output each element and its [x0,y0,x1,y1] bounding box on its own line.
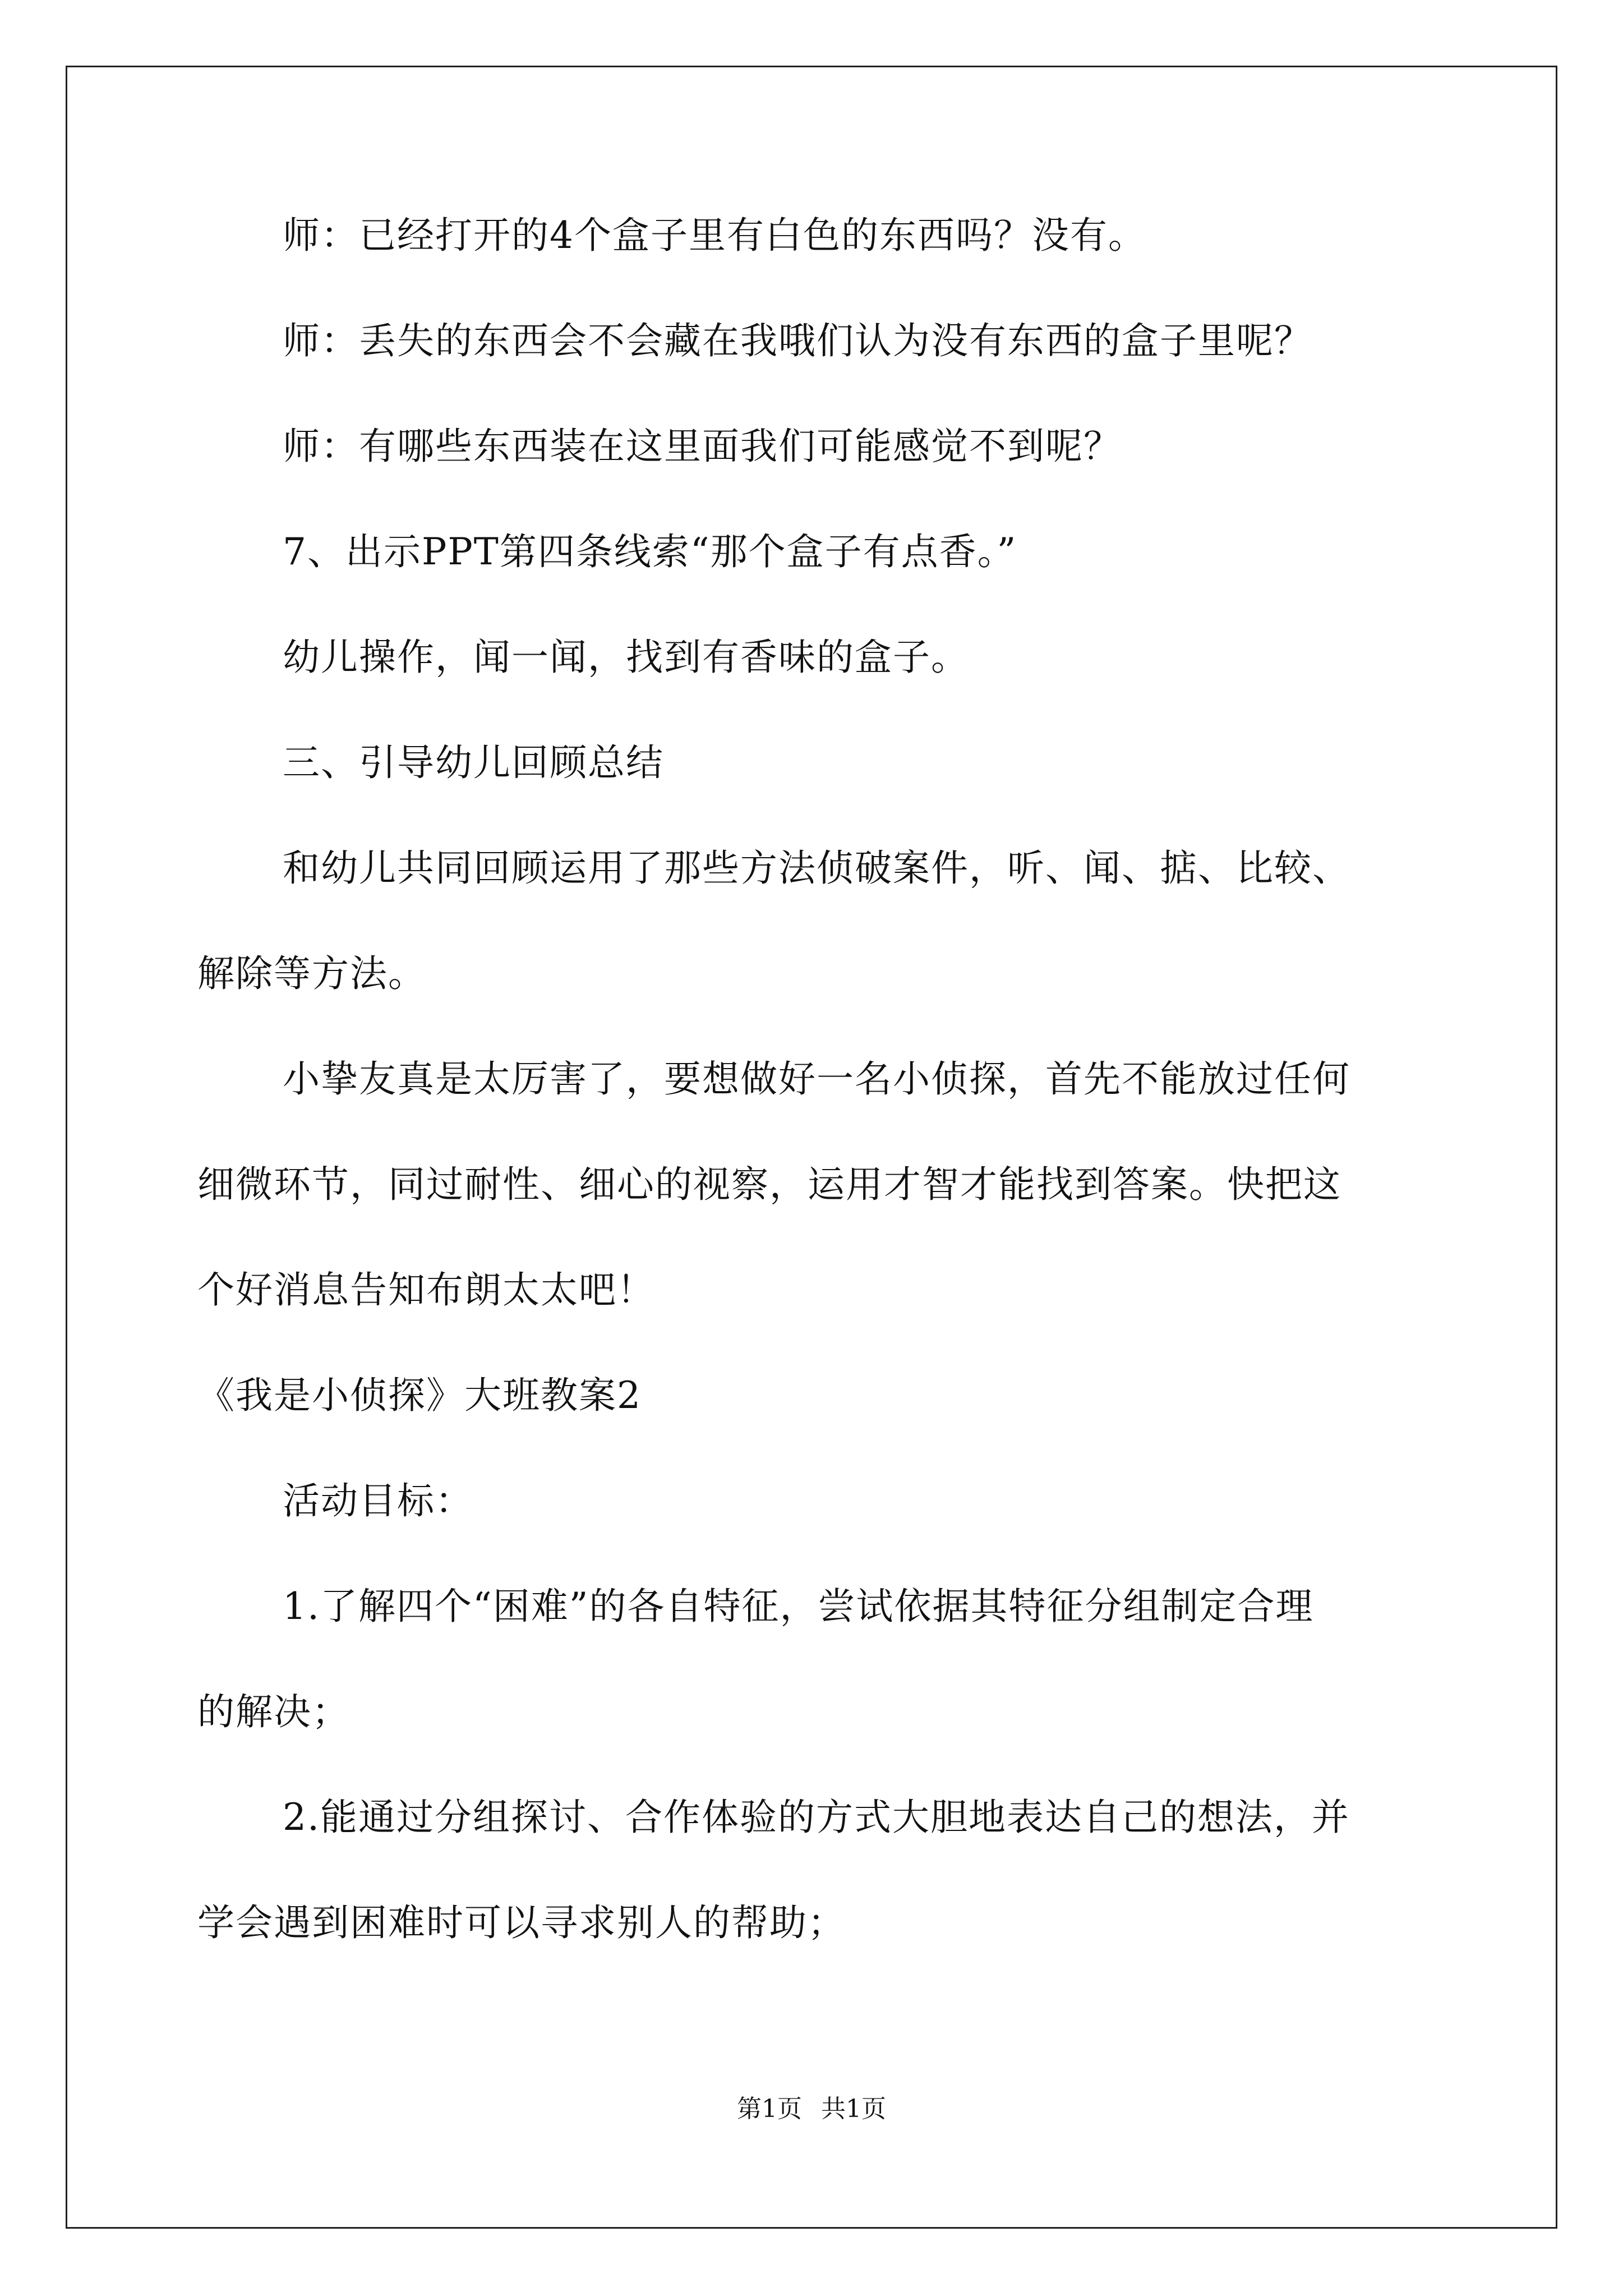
paragraph-line: 幼儿操作，闻一闻，找到有香味的盒子。 [283,636,969,679]
paragraph-line: 和幼儿共同回顾运用了那些方法侦破案件，听、闻、掂、比较、 [283,846,1350,890]
paragraph-line: 细微环节，同过耐性、细心的视察，运用才智才能找到答案。快把这 [197,1163,1341,1206]
document-subtitle: 《我是小侦探》大班教案2 [197,1374,642,1417]
paragraph-line: 小挚友真是太厉害了，要想做好一名小侦探，首先不能放过任何 [283,1057,1350,1101]
section-heading: 活动目标： [283,1479,473,1522]
paragraph-line: 的解决； [197,1690,350,1733]
section-heading: 三、引导幼儿回顾总结 [283,741,664,784]
page-footer [0,2093,1623,2125]
paragraph-line: 师：有哪些东西装在这里面我们可能感觉不到呢？ [283,425,1122,468]
page-total: 共1页 [821,2095,886,2123]
page-number: 第1页 [737,2095,802,2123]
paragraph-line: 7、出示PPT第四条线索“那个盒子有点香。” [283,530,1017,573]
paragraph-line: 解除等方法。 [197,952,426,995]
paragraph-line: 师：丢失的东西会不会藏在我哦们认为没有东西的盒子里呢？ [283,319,1312,362]
paragraph-line: 1.了解四个“困难”的各自特征，尝试依据其特征分组制定合理 [283,1585,1314,1628]
paragraph-line: 个好消息告知布朗太太吧！ [197,1268,655,1312]
paragraph-line: 师：已经打开的4个盒子里有白色的东西吗？没有。 [283,214,1146,257]
paragraph-line: 2.能通过分组探讨、合作体验的方式大胆地表达自己的想法，并 [283,1796,1350,1839]
paragraph-line: 学会遇到困难时可以寻求别人的帮助； [197,1901,846,1944]
